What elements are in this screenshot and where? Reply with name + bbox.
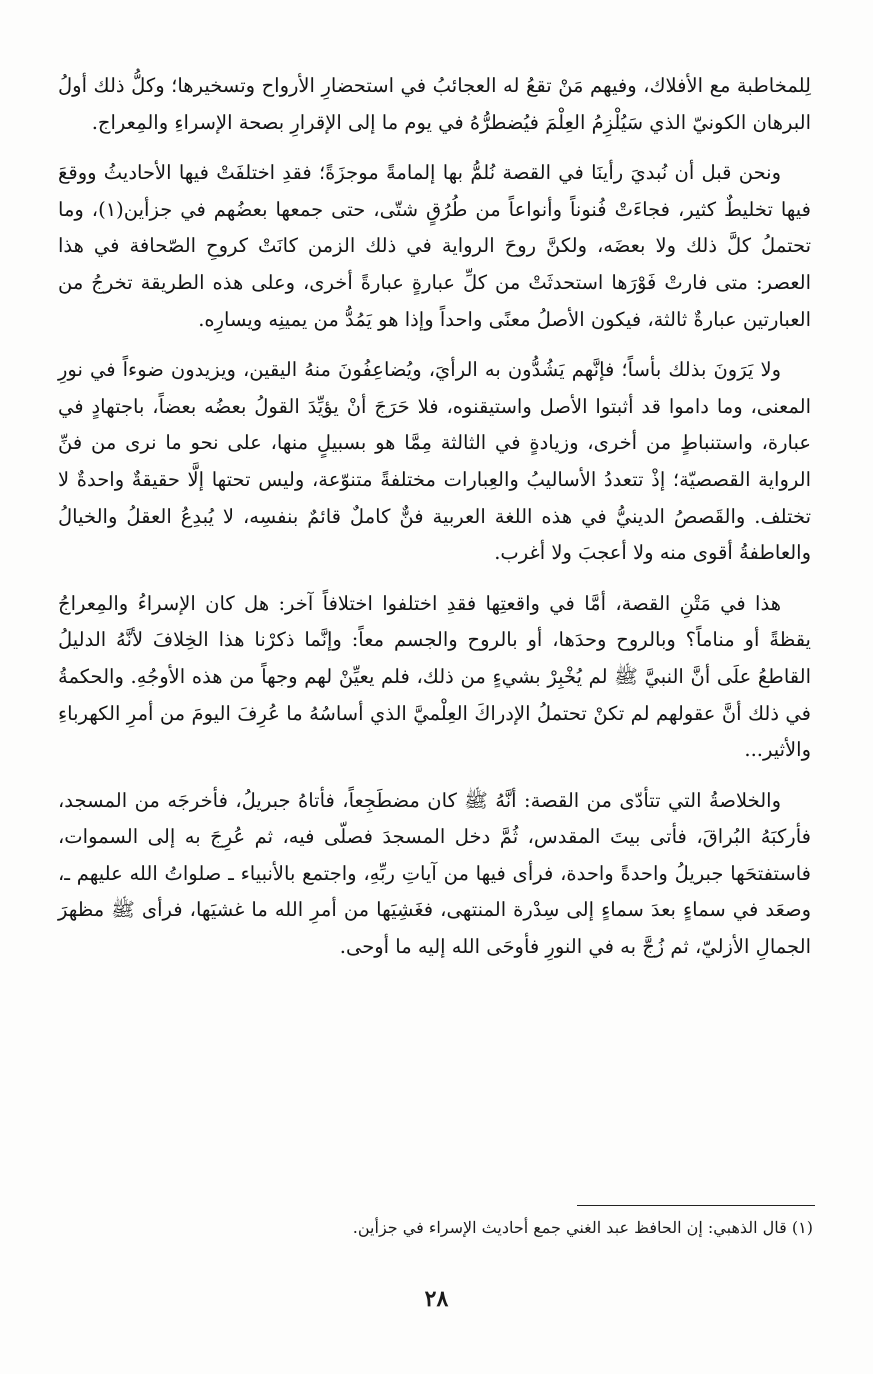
- page-number: ٢٨: [424, 1286, 449, 1312]
- paragraph-1: لِلمخاطبة مع الأفلاك، وفيهم مَنْ تقعُ له العجائبُ في استحضارِ الأرواح وتسخيرها؛ وكلُّ ذلك أولُ البرهان الكونيّ الذي سَيُلْزِمُ العِلْمَ فيُضطرُّهُ في يوم ما إلى الإقرارِ بصحة الإسراءِ والمِعراج.: [58, 74, 811, 134]
- footnote: (١) قال الذهبي: إن الحافظ عبد الغني جمع أحاديث الإسراء في جزأين.: [352, 1218, 813, 1237]
- main-text: [58, 68, 811, 980]
- paragraph-5: والخلاصةُ التي تتأدّى من القصة: أنَّهُ ﷺ كان مضطَجِعاً، فأتاهُ جبريلُ، فأخرجَه من المسجد، فأركبَهُ البُراقَ، فأتى بيتَ المقدس، ثُمَّ دخل المسجدَ فصلّى فيه، ثم عُرِجَ به إلى السموات، فاستفتحَها جبريلُ واحدةً واحدة، فرأى فيها من آياتِ ربِّهِ، واجتمع بالأنبياء ـ صلواتُ الله عليهم ـ، وصعَد في سماءٍ بعدَ سماءٍ إلى سِدْرة المنتهى، فغَشِيَها من أمرِ الله ما غشيَها، فرأى ﷺ مظهرَ الجمالِ الأزليّ، ثم زُجَّ به في النورِ فأوحَى الله إليه ما أوحى.: [58, 788, 811, 959]
- paragraph-2: ونحن قبل أن نُبديَ رأينَا في القصة نُلمُّ بها إلمامةً موجزَةً؛ فقدِ اختلفَتْ فيها الأحاديثُ ووقعَ فيها تخليطٌ كثير، فجاءَتْ فُنوناً وأنواعاً من طُرُقٍ شتّى، حتى جمعها بعضُهم في جزأين(١)، وما تحتملُ كلَّ ذلك ولا بعضَه، ولكنَّ روحَ الرواية في ذلك الزمن كانَتْ كروحِ الصّحافة في هذا العصر: متى فارتْ فَوْرَها استحدثَتْ من كلِّ عبارةٍ عبارةً أخرى، وعلى هذه الطريقة تخرجُ من العبارتين عبارةٌ ثالثة، فيكون الأصلُ معنًى واحداً وإذا هو يَمُدُّ من يمينِه ويسارِه.: [58, 161, 812, 331]
- paragraph-4: هذا في مَتْنِ القصة، أمَّا في واقعتِها فقدِ اختلفوا اختلافاً آخر: هل كان الإسراءُ والمِعراجُ يقظةً أو مناماً؟ وبالروح وحدَها، أو بالروح والجسم معاً: وإنَّما ذكرْنا هذا الخِلافَ لأنَّهُ الدليلُ القاطعُ علَى أنَّ النبيَّ ﷺ لم يُخْبِرْ بشيءٍ من ذلك، فلم يعيِّنْ لهم وجهاً من هذه الأوجُهِ. والحكمةُ في ذلك أنَّ عقولهم لم تكنْ تحتملُ الإدراكَ العِلْميَّ الذي أساسُهُ ما عُرِفَ اليومَ من أمرِ الكهرباءِ والأثير...: [58, 591, 811, 762]
- footnote-divider: [577, 1205, 815, 1206]
- paragraph-3: ولا يَرَونَ بذلك بأساً؛ فإنَّهم يَشُدُّون به الرأيَ، ويُضاعِفُونَ منهُ اليقين، ويزيدون ضوءاً في نورِ المعنى، وما داموا قد أثبتوا الأصل واستيقنوه، فلا حَرَجَ أنْ يؤيِّدَ القولُ بعضُه بعضاً، باجتهادٍ في عبارة، واستنباطٍ من أخرى، وزيادةٍ في الثالثة مِمَّا هو بسبيلٍ منها، على نحو ما نرى من فنِّ الرواية القصصيّة؛ إذْ تتعددُ الأساليبُ والعِبارات مختلفةً متنوّعة، وليس تحتها إلَّا حقيقةٌ واحدةٌ لا تختلف. والقَصصُ الدينيُّ في هذه اللغة العربية فنٌّ كاملٌ قائمٌ بنفسِه، لا يُبدِعُ العقلُ والخيالُ والعاطفةُ أقوى منه ولا أعجبَ ولا أغرب.: [58, 358, 811, 565]
